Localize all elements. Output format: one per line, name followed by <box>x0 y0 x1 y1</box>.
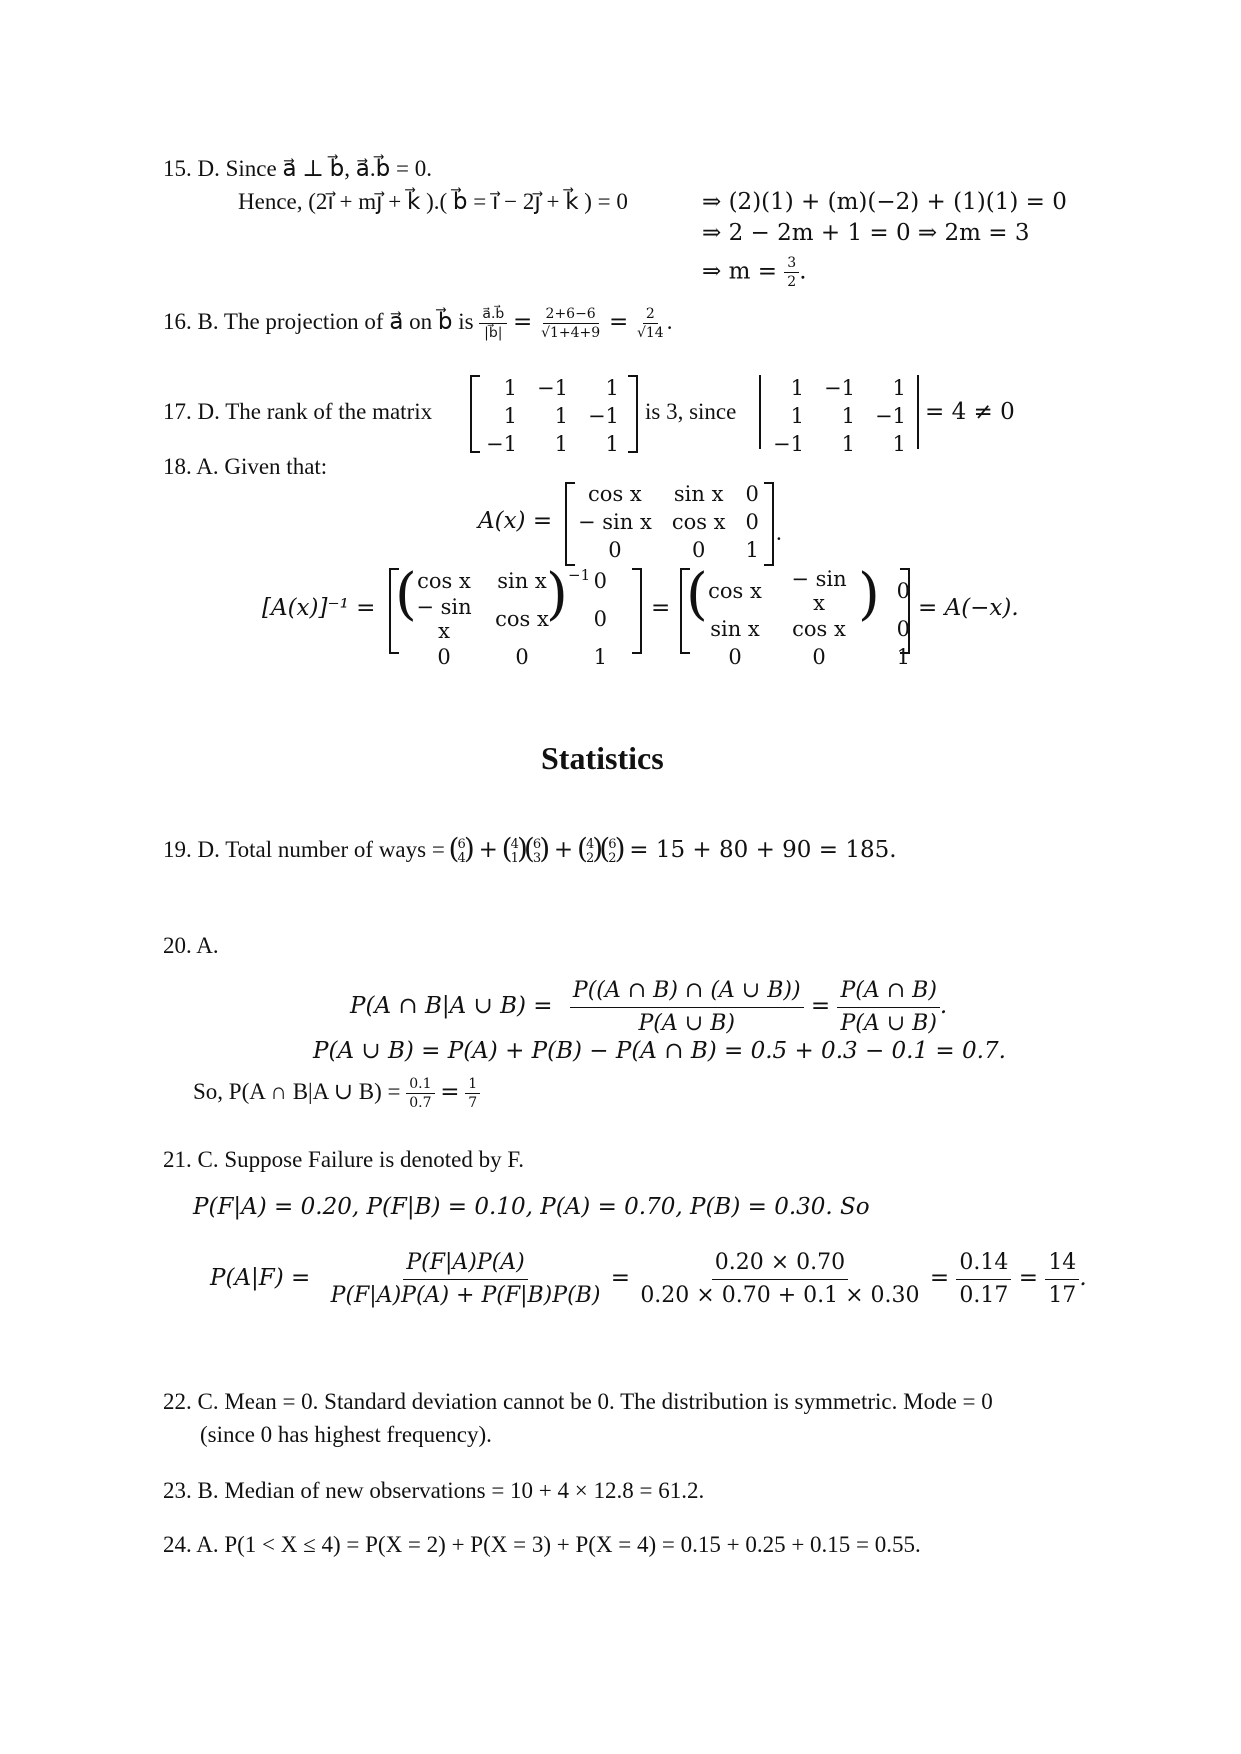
q21-eq2: = <box>929 1265 950 1291</box>
q18-inv-cell: sin x <box>497 569 547 593</box>
q16-frac2-num: 2+6−6 <box>543 305 599 324</box>
q16-frac2-den: √1+4+9 <box>541 325 601 342</box>
q19-binom5-bottom: 2 <box>608 850 617 866</box>
q20-frac1 <box>570 975 804 1040</box>
q18-res-bracket-right <box>900 568 910 654</box>
q16-frac2 <box>538 305 603 342</box>
q18-line1: 18. A. Given that: <box>163 454 328 479</box>
q17-d-cell: −1 <box>823 376 855 400</box>
q20-frac2 <box>837 975 939 1040</box>
q18-res-cell: − sin x <box>791 567 847 615</box>
q17-m-cell: −1 <box>587 404 619 428</box>
q20-eq2: = <box>440 1079 460 1105</box>
q17-d-cell: 1 <box>841 432 855 456</box>
q20-frac4-num: 1 <box>465 1075 480 1094</box>
q19-plus1: + <box>478 837 498 863</box>
q21-frac1-num: P(F|A)P(A) <box>403 1247 527 1280</box>
q19-binom3-bottom: 3 <box>532 850 542 866</box>
q18-ax-bracket-right <box>764 482 774 566</box>
q18-ax-matrix <box>568 480 769 564</box>
q18-ax-cell: cos x <box>671 510 726 534</box>
q19-suffix: = 15 + 80 + 90 = 185. <box>629 837 897 863</box>
q19-binom5-top: ( 6 <box>608 836 617 852</box>
q19-line <box>163 830 897 870</box>
q17-prefix: 17. D. The rank of the matrix <box>163 399 433 424</box>
q19-binom2-bottom: 1 <box>510 850 519 866</box>
q18-inv-label: [A(x)]⁻¹ = <box>262 595 376 621</box>
q16-prefix: 16. B. The projection of a⃗ on b⃗ is <box>163 309 474 334</box>
q18-res-cell: 0 <box>728 645 742 669</box>
q18-ax-cell: 0 <box>745 482 759 506</box>
q18-inv-paren-right: ) <box>546 562 568 627</box>
q21-line3: P(A|F) = $\frac{P(F|A)P(A)}{P(F|A)P(A) + P(F|B)P(B)}$ = $\frac{0.20 \times 0.70}{0.20 \times 0.70 + 0.1 \times 0.30}$ = $\frac{0.14}{0.17}$ = $\frac{14}{17}$ . <box>210 1240 1087 1316</box>
q18-ax-cell: 0 <box>691 538 706 562</box>
q19-prefix: 19. D. Total number of ways = <box>163 837 445 862</box>
q20-lhs: P(A ∩ B|A ∪ B) = <box>350 993 553 1019</box>
q15-frac-den: 2 <box>787 274 797 290</box>
q18-inv-cell: 0 <box>437 645 451 669</box>
q18-res-suffix: = A(−x). <box>918 595 1019 621</box>
q20-frac4 <box>465 1075 480 1112</box>
q17-d-cell: 1 <box>790 376 804 400</box>
q21-frac3 <box>956 1247 1011 1312</box>
q20-label: 20. A. <box>163 933 219 958</box>
q17-m-cell: 1 <box>605 376 619 400</box>
q17-d-cell: 1 <box>841 404 855 428</box>
q16-frac1-num: a⃗.b⃗ <box>479 305 507 324</box>
q15-line4: ⇒ m = $\frac{3}{2}$ . <box>702 255 807 290</box>
q20-frac2-den: P(A ∪ B) <box>840 1010 937 1036</box>
q18-res-cell: cos x <box>708 579 762 603</box>
q19-binom1-bottom: 4 <box>457 850 466 866</box>
q17-m-cell: −1 <box>486 432 517 456</box>
q21-frac3-den: 0.17 <box>959 1282 1009 1308</box>
q19-binom2-top: ( 4 <box>510 836 519 852</box>
q20-frac1-den: P(A ∪ B) <box>638 1010 735 1036</box>
q21-frac3-num: 0.14 <box>956 1247 1011 1280</box>
section-title: Statistics <box>541 740 664 776</box>
q20-frac1-num: P((A ∩ B) ∩ (A ∪ B)) <box>570 975 804 1008</box>
q18-inv-cell: cos x <box>495 607 549 631</box>
q16-frac1-den: |b⃗| <box>484 325 503 342</box>
q21-line1: 21. C. Suppose Failure is denoted by F. <box>163 1147 525 1172</box>
q21-frac1 <box>328 1247 604 1312</box>
q15-line2a: Hence, (2i⃗ + mj⃗ + k⃗ ).( b⃗ = i⃗ − 2j⃗ + k⃗ ) = 0 <box>238 189 628 214</box>
q16-frac3-num: 2 <box>643 305 658 324</box>
q18-ax-cell: 0 <box>745 510 759 534</box>
q18-ax-cell: sin x <box>673 482 724 506</box>
q16-eq1: = <box>513 309 533 335</box>
q17-matrix <box>476 374 629 458</box>
q20-frac3 <box>406 1075 434 1112</box>
q22-line1: 22. C. Mean = 0. Standard deviation cannot be 0. The distribution is symmetric. Mode = 0 <box>163 1389 993 1414</box>
q15-line1: 15. D. Since a⃗ ⊥ b⃗, a⃗.b⃗ = 0. <box>163 156 432 181</box>
q21-eq1: = <box>610 1265 630 1291</box>
q18-ax-cell: cos x <box>588 482 642 506</box>
q15-line4-text: ⇒ m = <box>702 258 777 285</box>
q20-line1: P(A ∩ B|A ∪ B) = $\frac{P((A \cap B) \cap (A \cup B))}{P(A \cup B)}$ = $\frac{P(A \cap B)}{P(A \cup B)}$ . <box>350 968 947 1044</box>
q18-inv-cell: 0 <box>593 569 607 593</box>
q18-inv-cell: 0 <box>515 645 529 669</box>
q18-inv-paren-left: ( <box>395 562 417 627</box>
q17-m-cell: 1 <box>554 432 568 456</box>
q21-eq3: = <box>1018 1265 1038 1291</box>
q19-binom4 <box>579 838 601 866</box>
q19-binom4-bottom: 2 <box>585 850 595 866</box>
q19-binom5 <box>601 838 623 866</box>
q17-suffix: = 4 ≠ 0 <box>925 399 1015 425</box>
q17-m-cell: 1 <box>503 404 517 428</box>
q20-frac3-num: 0.1 <box>406 1075 434 1094</box>
q16-eq2: = <box>608 309 629 335</box>
q21-frac2 <box>637 1247 922 1312</box>
q19-binom2 <box>504 838 526 866</box>
q18-ax-cell: − sin x <box>578 510 652 534</box>
q17-m-cell: −1 <box>536 376 568 400</box>
q17-mid: is 3, since <box>645 399 737 424</box>
q19-plus2: + <box>553 837 574 863</box>
q16-frac1 <box>479 305 507 342</box>
q19-binom4-top: ( 4 <box>585 836 595 852</box>
q18-res-paren-left: ( <box>686 562 708 627</box>
q17-d-cell: 1 <box>790 404 804 428</box>
q21-frac4-num: 14 <box>1045 1247 1079 1280</box>
q18-ax-label: A(x) = <box>478 508 553 534</box>
q17-det-matrix <box>763 374 916 458</box>
q16-frac3 <box>634 305 667 342</box>
q20-frac2-num: P(A ∩ B) <box>837 975 939 1008</box>
q18-ax-cell: 0 <box>608 538 622 562</box>
q17-det-bar-left <box>759 375 761 449</box>
q18-inv-bracket-right <box>632 568 642 654</box>
q18-res-cell: 0 <box>896 617 910 641</box>
q18-inv-cell: 1 <box>593 645 607 669</box>
q19-binom1 <box>451 838 473 866</box>
q24-line1: 24. A. P(1 < X ≤ 4) = P(X = 2) + P(X = 3) + P(X = 4) = 0.15 + 0.25 + 0.15 = 0.55. <box>163 1532 921 1557</box>
q18-res-cell: 0 <box>812 645 826 669</box>
q18-inv-matrix <box>405 562 617 671</box>
q18-res-matrix <box>696 562 920 671</box>
q19-binom3 <box>526 838 548 866</box>
q18-inv-cell: cos x <box>417 569 471 593</box>
q18-inv-sup: −1 <box>568 566 591 584</box>
q19-binom3-top: ( 6 <box>532 836 542 852</box>
q18-inv-cell: − sin x <box>416 595 472 643</box>
q16-frac3-den: √14 <box>636 325 664 342</box>
q17-d-cell: 1 <box>892 376 906 400</box>
q21-line2: P(F|A) = 0.20, P(F|B) = 0.10, P(A) = 0.70, P(B) = 0.30. So <box>193 1194 870 1220</box>
q17-m-cell: 1 <box>554 404 568 428</box>
q21-lhs: P(A|F) = <box>210 1265 311 1291</box>
q20-line2: P(A ∪ B) = P(A) + P(B) − P(A ∩ B) = 0.5 + 0.3 − 0.1 = 0.7. <box>313 1038 1006 1064</box>
q17-m-cell: 1 <box>503 376 517 400</box>
q20-frac4-den: 7 <box>468 1095 478 1112</box>
q17-det-bar-right <box>917 375 919 449</box>
q20-line3 <box>193 1070 480 1114</box>
q21-frac2-num: 0.20 × 0.70 <box>712 1247 848 1280</box>
q20-eq: = <box>810 993 831 1019</box>
q16-line: 16. B. The projection of a⃗ on b⃗ is $\frac{a⃗.b⃗}{|b⃗|}$ = $\frac{2+6-6}{√1+4+9}$ = $\frac{2}{√14}$ . <box>163 306 673 342</box>
q17-d-cell: −1 <box>773 432 804 456</box>
q23-line1: 23. B. Median of new observations = 10 + 4 × 12.8 = 61.2. <box>163 1478 705 1503</box>
q15-fraction <box>784 254 799 291</box>
q15-line3: ⇒ 2 − 2m + 1 = 0 ⇒ 2m = 3 <box>702 220 1030 246</box>
q17-m-cell: 1 <box>605 432 619 456</box>
q18-ax-cell: 1 <box>745 538 759 562</box>
q21-frac2-den: 0.20 × 0.70 + 0.1 × 0.30 <box>640 1282 920 1308</box>
q18-res-paren-right: ) <box>858 562 880 627</box>
q21-frac4 <box>1045 1247 1079 1312</box>
q17-d-cell: 1 <box>892 432 906 456</box>
q15-line2b: ⇒ (2)(1) + (m)(−2) + (1)(1) = 0 <box>702 189 1067 215</box>
q18-ax-period: . <box>776 520 782 545</box>
q18-inv-cell: 0 <box>593 607 607 631</box>
q18-res-cell: sin x <box>710 617 760 641</box>
q21-frac1-den: P(F|A)P(A) + P(F|B)P(B) <box>330 1282 601 1308</box>
q19-binom1-top: ( 6 <box>457 836 466 852</box>
q18-res-cell: 0 <box>896 579 910 603</box>
q18-res-cell: cos x <box>792 617 846 641</box>
q18-res-cell: 1 <box>896 645 910 669</box>
q20-frac3-den: 0.7 <box>409 1095 432 1112</box>
q20-line3-text: So, P(A ∩ B|A ∪ B) = <box>193 1079 401 1104</box>
q21-frac4-den: 17 <box>1048 1282 1077 1308</box>
q18-inv-eq: = <box>651 595 671 621</box>
q22-line2: (since 0 has highest frequency). <box>200 1422 492 1447</box>
q15-frac-num: 3 <box>784 254 799 273</box>
q17-bracket-right <box>628 375 638 453</box>
q17-d-cell: −1 <box>874 404 906 428</box>
